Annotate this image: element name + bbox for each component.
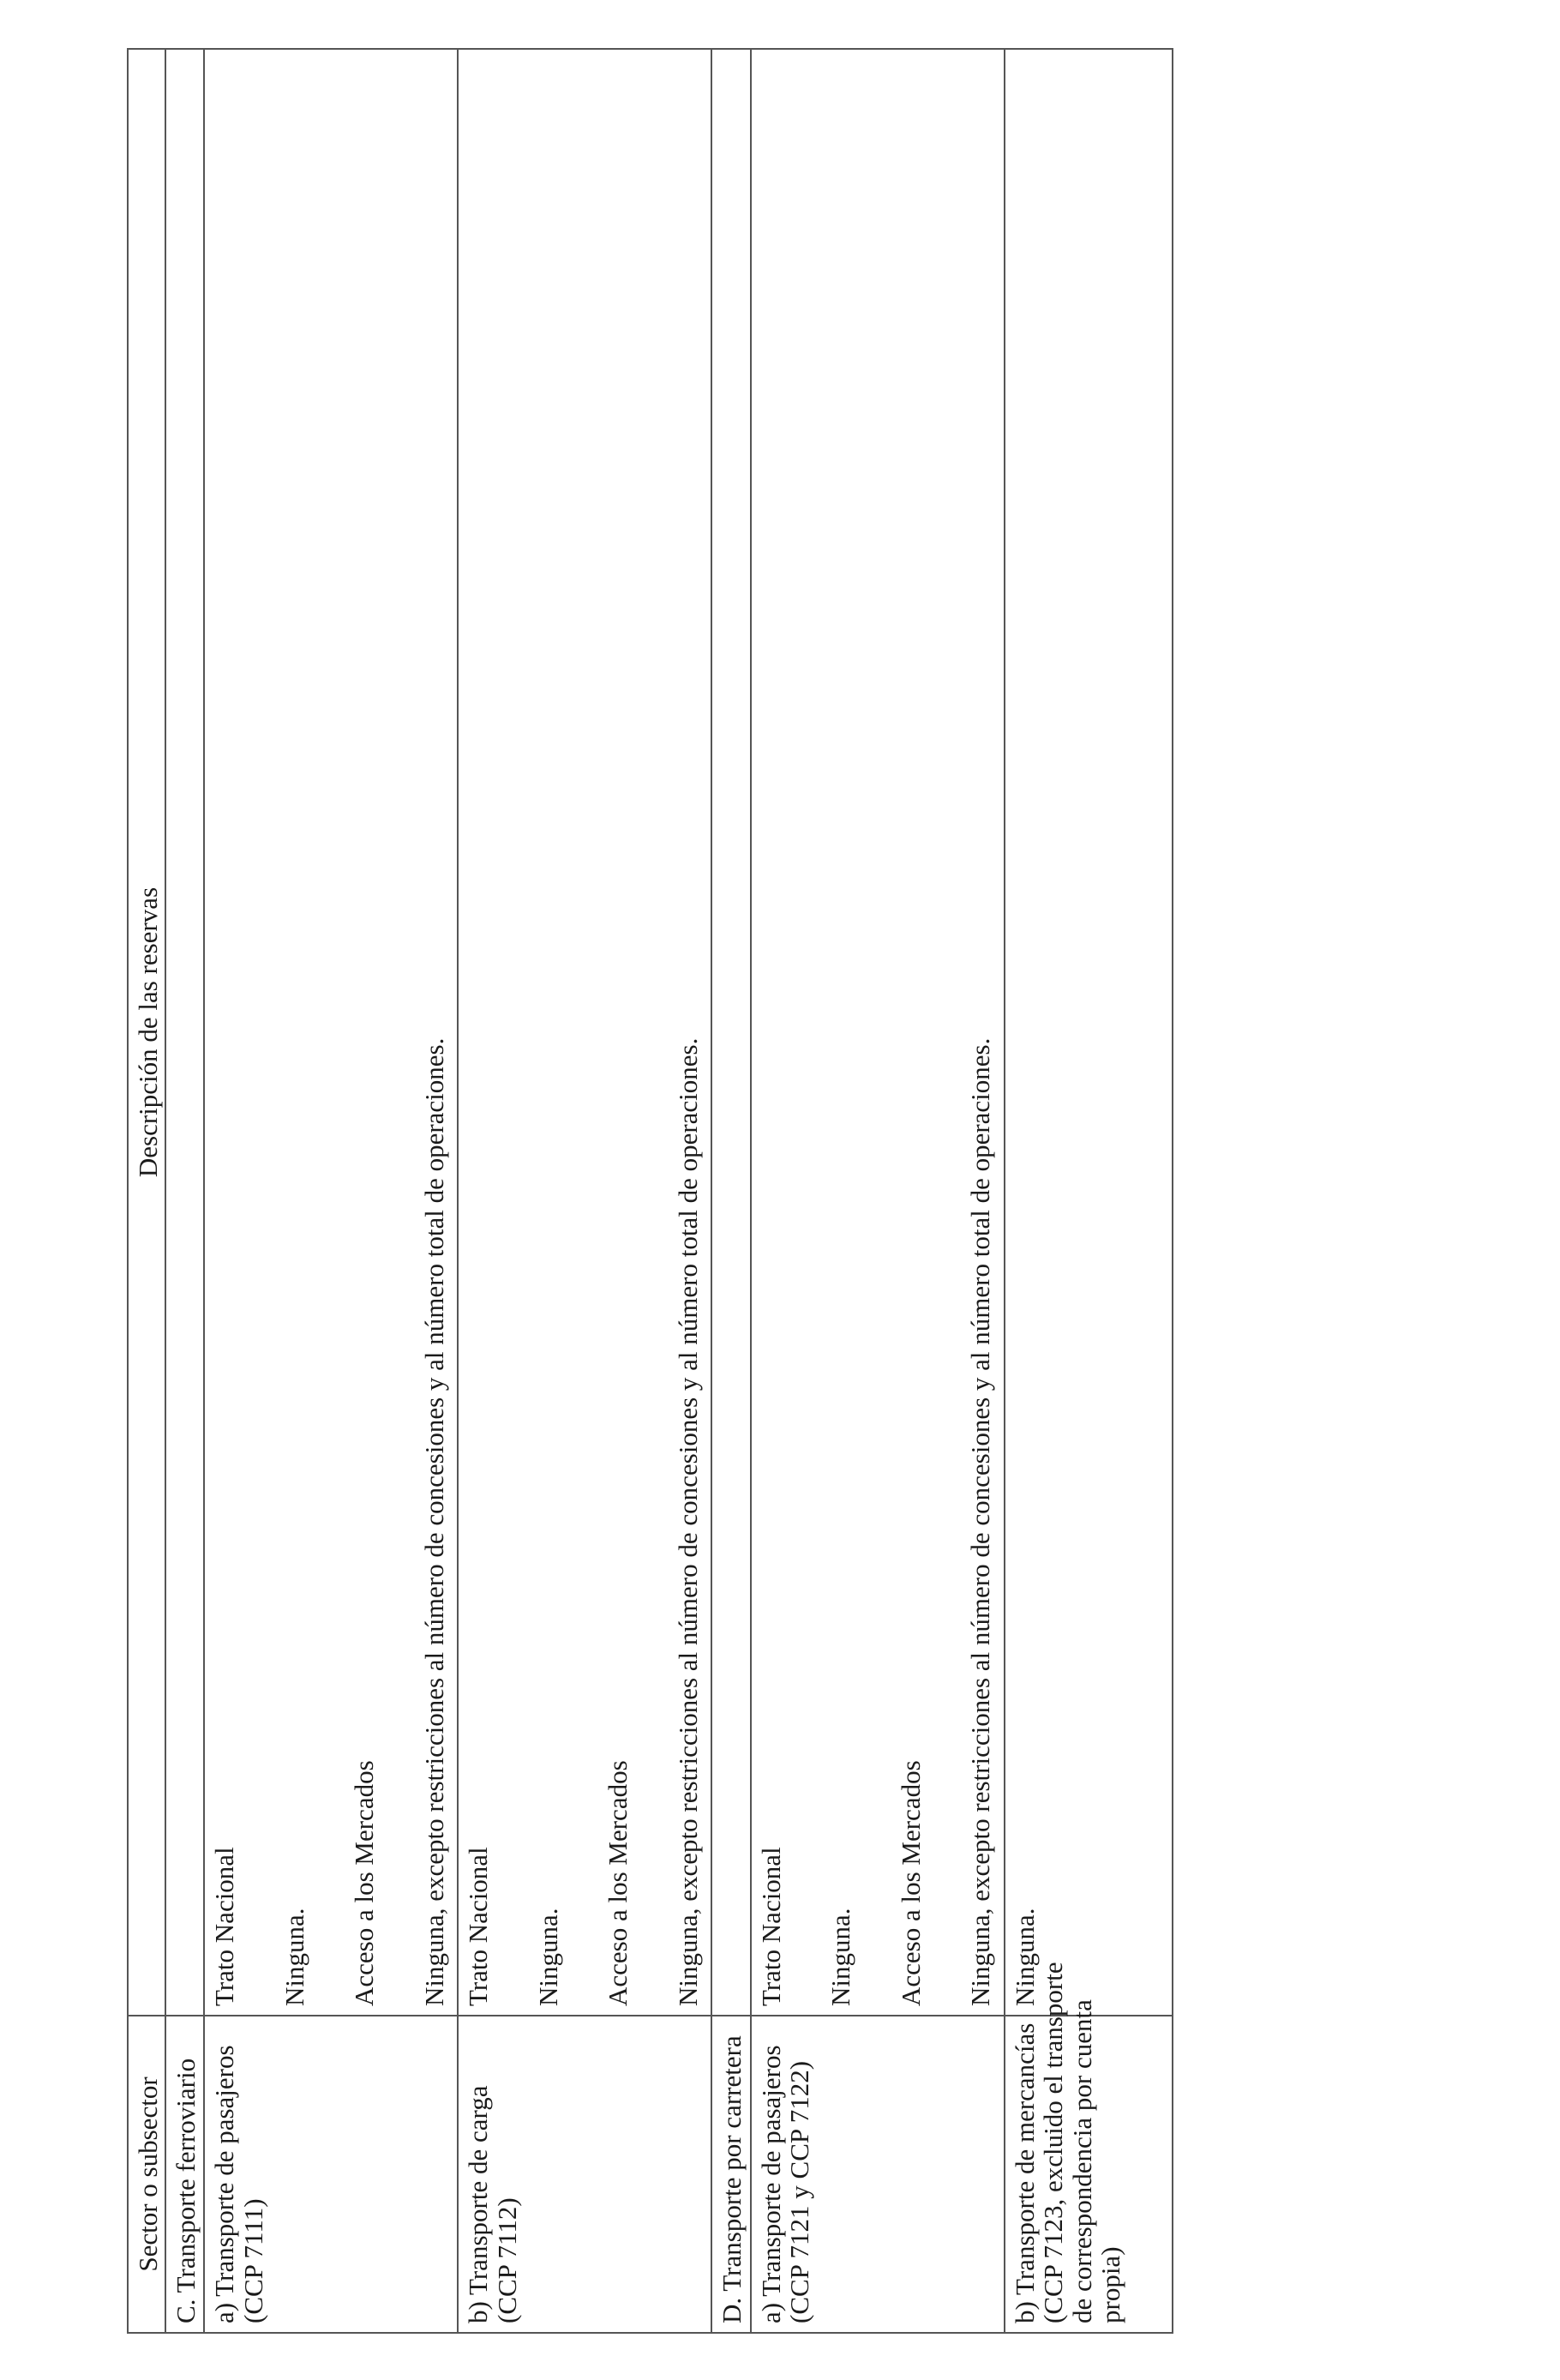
- description-line: Trato Nacional: [209, 1847, 240, 2006]
- subsector-name-line: b) Transporte de mercancías: [1009, 2022, 1040, 2323]
- table-row: [204, 49, 458, 2333]
- subsector-name: [1005, 1962, 1173, 2333]
- description-line: Ninguna, excepto restricciones al número de concesiones y al número total de operaciones.: [672, 1037, 703, 2006]
- subsector-name-line: propia): [1095, 2246, 1126, 2323]
- description-line: Trato Nacional: [755, 1847, 786, 2006]
- section-title: D. Transporte por carretera: [711, 2016, 750, 2333]
- rotated-table-wrapper: [127, 50, 1169, 2334]
- subsector-name: [204, 2016, 458, 2333]
- header-sector: Sector o subsector: [128, 2016, 165, 2333]
- section-title: C. Transporte ferroviario: [165, 2016, 204, 2333]
- table-row: [458, 49, 711, 2333]
- subsector-name-line: b) Transporte de carga: [463, 2085, 494, 2323]
- section-row: [165, 49, 204, 2333]
- subsector-name-line: (CCP 7123, excluido el transporte: [1038, 1962, 1069, 2323]
- description-line: Ninguna.: [825, 1908, 856, 2006]
- subsector-name-line: (CCP 7111): [237, 2198, 268, 2323]
- header-description: Descripción de las reservas: [128, 49, 165, 2016]
- description-line: Trato Nacional: [463, 1847, 494, 2006]
- description-line: Ninguna.: [532, 1908, 563, 2006]
- reservations-table: [127, 48, 1173, 2334]
- table-row: [751, 49, 1005, 2333]
- description-line: Ninguna, excepto restricciones al número de concesiones y al número total de operaciones.: [418, 1037, 449, 2006]
- subsector-name-line: a) Transporte de pasajeros: [755, 2045, 786, 2323]
- subsector-name-line: a) Transporte de pasajeros: [209, 2045, 240, 2323]
- subsector-name: [458, 2016, 711, 2333]
- description-line: Ninguna.: [279, 1908, 309, 2006]
- section-empty-cell: [165, 49, 204, 2016]
- description-line: Acceso a los Mercados: [349, 1760, 380, 2006]
- reservation-description: [458, 49, 711, 2016]
- reservation-description: [1005, 49, 1173, 2016]
- reservation-description: [751, 49, 1005, 2016]
- subsector-name-line: (CCP 7112): [491, 2197, 522, 2323]
- description-line: Acceso a los Mercados: [603, 1760, 633, 2006]
- section-row: [711, 49, 750, 2333]
- subsector-name-line: de correspondencia por cuenta: [1066, 1999, 1097, 2323]
- table-row: [1005, 49, 1173, 2333]
- reservation-description: [204, 49, 458, 2016]
- section-empty-cell: [711, 49, 750, 2016]
- description-line: Ninguna.: [1009, 1908, 1040, 2006]
- table-header-row: [128, 49, 165, 2333]
- subsector-name: [751, 2016, 1005, 2333]
- description-line: Acceso a los Mercados: [895, 1760, 926, 2006]
- description-line: Ninguna, excepto restricciones al número de concesiones y al número total de operaciones.: [965, 1037, 996, 2006]
- subsector-name-line: (CCP 7121 y CCP 7122): [784, 2060, 815, 2323]
